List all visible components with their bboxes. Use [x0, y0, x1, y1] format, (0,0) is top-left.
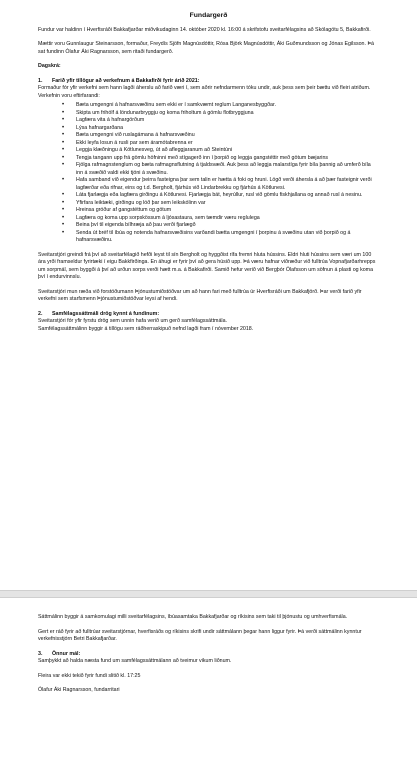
- list-item: • Fjölga rafmagnstenglum og bæta rafmagnsflutning á tjaldsvæði. Auk þess að leggja malarstíga fyrir bíla þannig að umferð bíla inn á svæðið valdi ekki tjóni á svæðinu.: [62, 162, 379, 177]
- closing-line: Fleira var ekki tekið fyrir fundi slitið kl. 17:25: [38, 672, 141, 679]
- treaty-paragraph: Sáttmálinn byggir á samkomulagi milli sveitarfélagsins, íbúasamtaka Bakkafjarðar og ríkisins sem taki til þjónustu og umhverfismála.: [38, 614, 348, 620]
- signing-paragraph: Gert er ráð fyrir að fulltrúar sveitarstjórnar, hverfisráðs og ríkisins skrifi undir sáttmálann þegar hann liggur fyrir. Þá verði sáttmálinn kynntur verkefnisstjórn Betri Bakkafjarðar.: [38, 628, 362, 642]
- list-item: • Tengja tangann upp frá gömlu höfninni með stígagerð inn í þorpið og leggja gangstéttir með götum bæjarins: [62, 155, 379, 163]
- list-item: • Láta fjarlægja eða lagfæra girðingu á Kötlunesi. Fjarlægja bát, heyrúllur, rusl við gömlu fiskhjallana og annað rusl á nesinu.: [62, 192, 379, 200]
- list-item: • Yfirfara leiktæki, girðingu og lóð þar sem leikskólinn var: [62, 200, 379, 208]
- agenda-item-2-line-2: Samfélagssáttmálinn byggir á tillögu sem ráðherraskipuð nefnd lagði fram í nóvember 2018.: [38, 325, 254, 332]
- list-item: • Lagfæra vita á hafnargörðum: [62, 117, 379, 125]
- agenda-item-1-number: 1.: [38, 77, 43, 84]
- list-item: • Skipta um frihólf á löndunarbryggju og koma friholtum á gömlu flotbryggjuna: [62, 110, 379, 118]
- agenda-item-2-number: 2.: [38, 310, 43, 317]
- signature-line: Ólafur Áki Ragnarsson, fundarritari: [38, 687, 120, 693]
- meeting-intro: Fundur var haldinn í Hverfisráði Bakkafjarðar miðvikudaginn 14. október 2020 kl. 16:00 á skrifstofu sveitarfélagsins að Skólagötu 5, Bakkafirði.: [38, 26, 371, 33]
- attendees-paragraph: Mættir voru Gunnlaugur Steinarsson, formaður, Freydís Sjöfn Magnúsdóttir, Rósa Björk Magnúsdóttir, Áki Guðmundsson og Jónas Egilsson. Þá sat fundinn Ólafur Áki Ragnarsson, sem ritaði fundargerð.: [38, 41, 374, 55]
- project-list: [38, 102, 379, 245]
- document-title: Fundargerð: [189, 12, 228, 19]
- list-item: • Hreinsa gróður af gangstéttum og götum: [62, 207, 379, 215]
- agenda-item-3-title: Önnur mál:: [52, 650, 81, 657]
- document-page-2: [0, 598, 417, 772]
- agenda-item-3-heading: [38, 651, 379, 659]
- agenda-item-1-text: Formaður fór yfir verkefni sem hann lagði áherslu að farið væri í, sem aðrir nefndarmenn tóku undir, auk þess sem þeir bættu við fleiri atriðum. Verkefnin voru eftirfarandi:: [38, 85, 371, 99]
- agenda-item-3-number: 3.: [38, 650, 43, 657]
- list-item: • Lýsa hafnargarðana: [62, 125, 379, 133]
- agenda-item-3-text: Samþykkt að halda næsta fund um samfélagssáttmálann að tveimur vikum liðnum.: [38, 658, 232, 664]
- list-item: • Ekki leyfa losun á rusli par sem áramótabrenna er: [62, 140, 379, 148]
- list-item: • Senda út bréf til íbúa og notenda hafnarsvæðisins varðandi bætta umgengni í þorpinu á svæðinu utan við þorpið og á hafnarsvæðinu.: [62, 230, 379, 245]
- list-item: • Beina því til eigenda bílhræja að þau verði fjarlægð: [62, 222, 379, 230]
- list-item: • Leggja klæðningu á Kötlunesveg, út að afleggjaranum að Steintúni: [62, 147, 379, 155]
- list-item: • Bæta umgengni við ruslagámana á hafnarsvæðinu: [62, 132, 379, 140]
- list-item: • Hafa samband við eigendur þeirra fasteigna þar sem talin er hætta á foki og hruni. Lögð verði áhersla á að þær fasteignir verði lagfærðar eða rifnar, eins og t.d. Bergholt, fjárhús við Lindarbrekku og fjárhús á Kötlunesi.: [62, 177, 379, 192]
- agenda-item-2-line-1: Sveitarstjóri fór yfir fyrstu drög sem unnin hafa verið um gerð samfélagssáttmála.: [38, 318, 227, 324]
- agenda-heading: Dagskrá:: [38, 63, 61, 69]
- agenda-item-1-heading: [38, 78, 379, 86]
- agenda-item-2-title: Samfélagssáttmáli drög kynnt á fundinum:: [52, 310, 160, 317]
- service-center-paragraph: Sveitarstjóri mun ræða við forstöðumann Þjónustumiðstöðvar um að hann fari með fulltrúa úr Hverfisráði um Bakkafjörð. Þar verði farið yfir verkefni sem starfsmenn Þjónustumiðstöðvar leysi af hendi.: [38, 288, 362, 302]
- agenda-item-1-title: Farið yfir tillögur að verkefnum á Bakkafirði fyrir árið 2021:: [52, 77, 200, 84]
- director-paragraph: Sveitarstjóri greindi frá því að sveitarfélagið hefði leyst til sín Bergholt og hyggðist rífa fremri hluta hússins. Eldri hluti hússins sem væri um 100 ára yrði framseldur fyrirtæki í eigu Bakkfirðinga. En áhugi er fyrir því að gera húsið upp. Þá væru hafnar viðræður við fulltrúa Vopnafjarðarhrepps um sorpmál, sem byggði á því að urðun sorps verði hætt m.a. á Bakkafirði. Samið hefur verið við Bergþór Ólafsson um söfnun á plasti og koma því í endurvinnslu.: [38, 251, 376, 280]
- page-break: [0, 590, 417, 598]
- agenda-item-2-heading: [38, 311, 379, 319]
- list-item: • Bæta umgengni á hafnarsvæðinu sem ekki er í samkvæmt reglum Langanesbyggðar.: [62, 102, 379, 110]
- list-item: • Lagfæra og koma upp sorpskössum á ljósastaura, sem tæmdir væru reglulega: [62, 215, 379, 223]
